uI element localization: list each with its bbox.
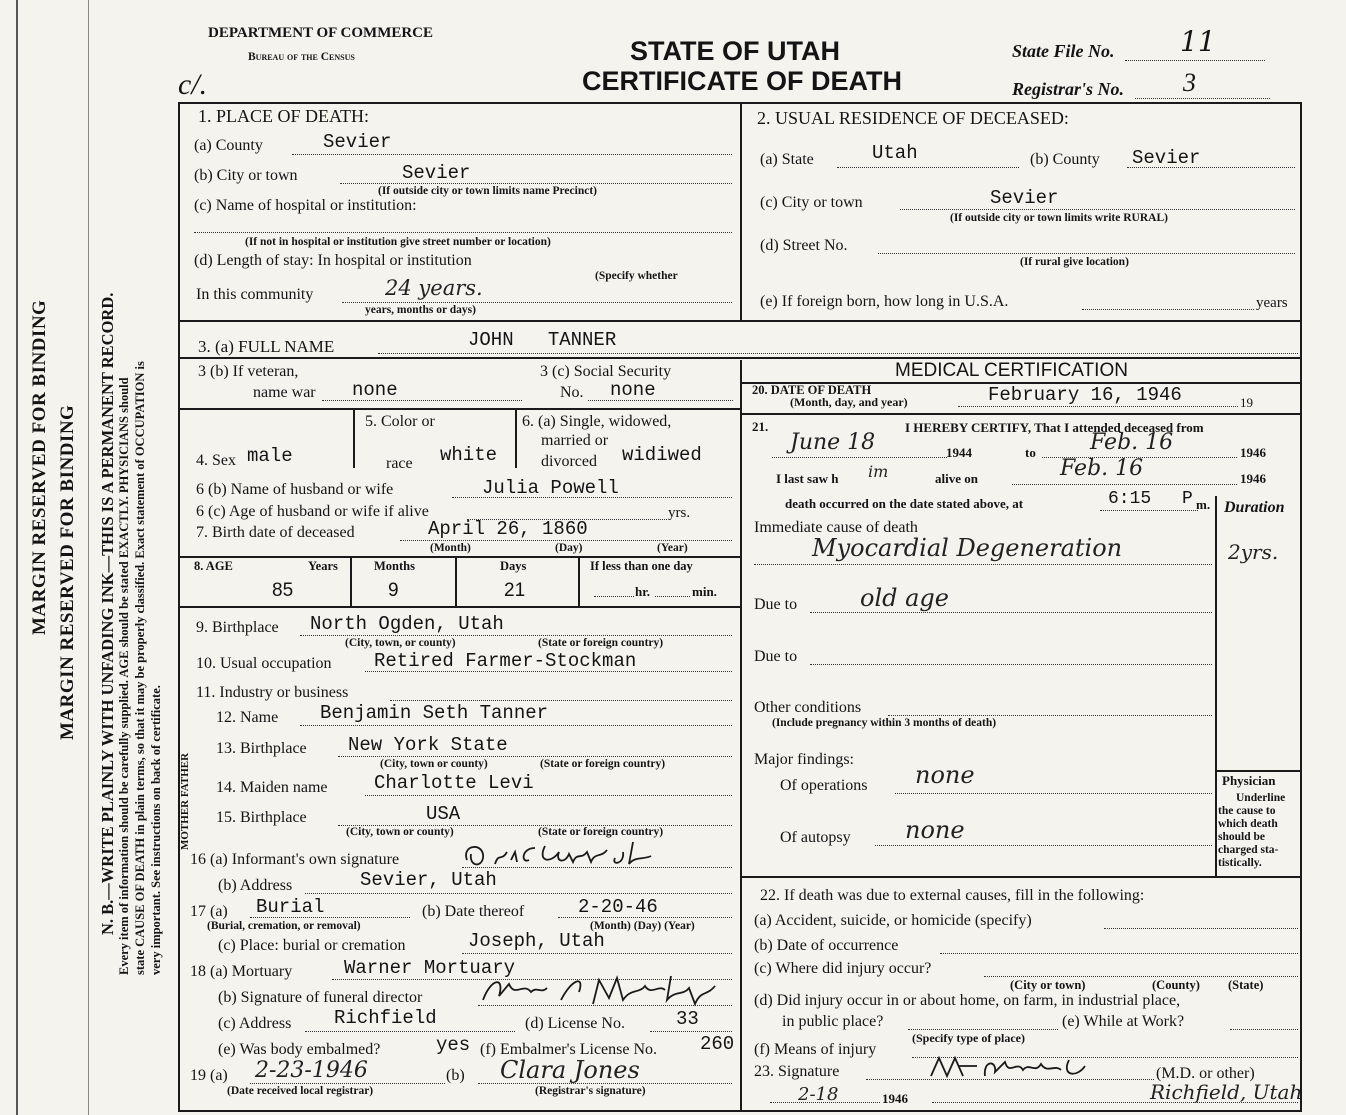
- dod-value[interactable]: February 16, 1946: [988, 384, 1182, 406]
- registrars-value: 3: [1183, 68, 1196, 97]
- bureau-label: Bureau of the Census: [248, 51, 355, 63]
- injury-city-note: (City or town): [1010, 978, 1086, 992]
- state-title: STATE OF UTAH: [630, 36, 840, 66]
- received-date-value[interactable]: 2-23-1946: [255, 1058, 368, 1083]
- license-label: (d) License No.: [525, 1015, 625, 1032]
- dod-label-1: 20. DATE OF DEATH: [752, 383, 872, 397]
- alive-year: 1946: [1240, 471, 1266, 486]
- work-label: (e) While at Work?: [1062, 1013, 1185, 1030]
- foreign-unit: years: [1256, 295, 1288, 311]
- license-value[interactable]: 33: [676, 1008, 699, 1030]
- parents-side-label: MOTHER FATHER: [179, 752, 191, 850]
- home-label-1: (d) Did injury occur in or about home, on farm, in industrial place,: [754, 992, 1181, 1009]
- home-label-2: in public place?: [782, 1013, 884, 1030]
- hospital-note: (If not in hospital or institution give street number or location): [245, 236, 551, 248]
- injury-where-label: (c) Where did injury occur?: [754, 960, 932, 977]
- mother-bp-note-2: (State or foreign country): [538, 826, 664, 838]
- dod-year-suffix: 19: [1240, 395, 1253, 410]
- alive-value[interactable]: Feb. 16: [1060, 456, 1144, 481]
- informant-signature-label: 16 (a) Informant's own signature: [190, 851, 400, 868]
- father-birthplace-label: 13. Birthplace: [216, 740, 307, 757]
- immediate-label: Immediate cause of death: [754, 519, 918, 536]
- min-label: min.: [692, 584, 717, 599]
- other-conditions-note: (Include pregnancy within 3 months of death): [772, 717, 997, 729]
- medical-title: MEDICAL CERTIFICATION: [895, 360, 1128, 381]
- less-than-day-label: If less than one day: [590, 559, 693, 573]
- mother-maiden-value[interactable]: Charlotte Levi: [374, 772, 534, 794]
- ss-value[interactable]: none: [610, 379, 656, 401]
- industry-label: 11. Industry or business: [196, 684, 349, 701]
- birth-note-month: (Month): [430, 542, 471, 554]
- color-label: 5. Color or: [365, 413, 435, 430]
- birth-value[interactable]: April 26, 1860: [428, 518, 588, 540]
- marital-label-3: divorced: [541, 453, 597, 470]
- death-city-value[interactable]: Sevier: [402, 162, 471, 184]
- time-p[interactable]: P: [1182, 489, 1193, 509]
- stay-label: (d) Length of stay: In hospital or institution: [194, 252, 472, 269]
- corner-mark: c/.: [178, 68, 208, 101]
- received-num: 19 (a): [190, 1067, 228, 1084]
- res-street-note: (If rural give location): [1020, 256, 1129, 268]
- immediate-duration[interactable]: 2yrs.: [1228, 540, 1279, 564]
- physician-title: Physician: [1222, 773, 1276, 788]
- full-name-value[interactable]: JOHN TANNER: [468, 329, 617, 351]
- nb-instruction-3: state CAUSE OF DEATH in plain terms, so that it may be properly classified. Exact statement of OCCUPATION is: [133, 361, 147, 975]
- burial-place-value[interactable]: Joseph, Utah: [468, 930, 605, 952]
- race-value[interactable]: white: [440, 444, 498, 466]
- mortuary-label: 18 (a) Mortuary: [190, 963, 293, 980]
- years-label: Years: [308, 559, 338, 573]
- funeral-director-signature[interactable]: [475, 970, 735, 1010]
- other-conditions-label: Other conditions: [754, 699, 862, 716]
- physician-note-4: should be: [1218, 831, 1265, 843]
- state-file-label: State File No.: [1012, 41, 1115, 61]
- birth-label: 7. Birth date of deceased: [196, 524, 355, 541]
- sex-label: 4. Sex: [196, 452, 236, 469]
- registrar-signature[interactable]: Clara Jones: [500, 1056, 640, 1084]
- burial-note: (Burial, cremation, or removal): [207, 920, 361, 932]
- margin-reserved-1: MARGIN RESERVED FOR BINDING: [29, 299, 50, 635]
- state-file-value: 11: [1180, 25, 1216, 58]
- due-to-1-label: Due to: [754, 596, 798, 613]
- mother-bp-note-1: (City, town or county): [346, 826, 454, 838]
- foreign-label: (e) If foreign born, how long in U.S.A.: [760, 293, 1009, 310]
- due-to-1-value[interactable]: old age: [860, 584, 949, 612]
- months-label: Months: [374, 559, 415, 573]
- death-county-label: (a) County: [194, 137, 263, 154]
- birth-note-day: (Day): [555, 542, 583, 554]
- res-street-label: (d) Street No.: [760, 237, 848, 254]
- occupation-label: 10. Usual occupation: [196, 655, 332, 672]
- birthplace-label: 9. Birthplace: [196, 619, 279, 636]
- informant-address-label: (b) Address: [218, 877, 293, 894]
- father-bp-note-2: (State or foreign country): [540, 758, 666, 770]
- age-days-value[interactable]: 21: [504, 580, 526, 601]
- fd-address-label: (c) Address: [218, 1015, 292, 1032]
- duration-label: Duration: [1224, 499, 1285, 516]
- fd-address-value[interactable]: Richfield: [334, 1007, 437, 1029]
- burial-date-label: (b) Date thereof: [422, 903, 525, 920]
- birthplace-note-2: (State or foreign country): [538, 637, 664, 649]
- res-city-note: (If outside city or town limits write RURAL): [950, 212, 1168, 224]
- occupation-value[interactable]: Retired Farmer-Stockman: [374, 650, 637, 672]
- registrars-label: Registrar's No.: [1012, 79, 1125, 99]
- to-label: to: [1025, 445, 1036, 460]
- immediate-value[interactable]: Myocardial Degeneration: [812, 534, 1123, 562]
- md-label: (M.D. or other): [1156, 1065, 1255, 1082]
- certify-text: I HEREBY CERTIFY, That I attended deceased from: [905, 420, 1204, 435]
- physician-sig-year: 1946: [882, 1091, 908, 1106]
- funeral-director-label: (b) Signature of funeral director: [218, 989, 423, 1006]
- physician-note-5: charged sta-: [1218, 844, 1279, 856]
- age-label: 8. AGE: [194, 559, 233, 573]
- father-bp-note-1: (City, town or county): [380, 758, 488, 770]
- last-saw-hand[interactable]: im: [868, 462, 889, 481]
- nb-instruction-1: N. B.—WRITE PLAINLY WITH UNFADING INK—THIS IS A PERMANENT RECORD.: [98, 292, 117, 935]
- informant-address-value[interactable]: Sevier, Utah: [360, 869, 497, 891]
- embalmer-license-label: (f) Embalmer's License No.: [480, 1041, 658, 1058]
- community-value[interactable]: 24 years.: [385, 276, 483, 300]
- death-city-note: (If outside city or town limits name Precinct): [378, 185, 597, 197]
- race-label: race: [386, 455, 413, 472]
- injury-state-note: (State): [1228, 978, 1264, 992]
- veteran-label-2: name war: [253, 384, 316, 401]
- hospital-label: (c) Name of hospital or institution:: [194, 197, 417, 214]
- days-label: Days: [500, 559, 527, 573]
- from-year: 1944: [946, 445, 972, 460]
- mother-birthplace-label: 15. Birthplace: [216, 809, 307, 826]
- hr-label: hr.: [635, 584, 651, 599]
- external-title: 22. If death was due to external causes, fill in the following:: [760, 887, 1145, 904]
- embalmed-label: (e) Was body embalmed?: [218, 1041, 381, 1058]
- veteran-label-1: 3 (b) If veteran,: [198, 363, 299, 380]
- physician-note-6: tistically.: [1218, 857, 1262, 869]
- res-city-value[interactable]: Sevier: [990, 187, 1059, 209]
- dod-label-2: (Month, day, and year): [790, 395, 908, 409]
- embalmed-value[interactable]: yes: [436, 1034, 471, 1056]
- spouse-label: 6 (b) Name of husband or wife: [196, 481, 394, 498]
- physician-sig-place[interactable]: Richfield, Utah: [1150, 1080, 1303, 1104]
- physician-note-2: the cause to: [1218, 805, 1276, 817]
- age-years-value[interactable]: 85: [272, 580, 294, 601]
- injury-specify-note: (Specify type of place): [912, 1031, 1025, 1045]
- community-label: In this community: [196, 286, 314, 303]
- spouse-age-unit: yrs.: [668, 505, 691, 521]
- father-birthplace-value[interactable]: New York State: [348, 734, 508, 756]
- marital-label-2: married or: [541, 432, 609, 449]
- mortuary-value[interactable]: Warner Mortuary: [344, 957, 516, 979]
- nb-instruction-4: very important. See instructions on back of certificate.: [149, 685, 163, 975]
- ss-label-1: 3 (c) Social Security: [540, 363, 672, 380]
- operations-label: Of operations: [780, 777, 868, 794]
- physician-sig-date[interactable]: 2-18: [798, 1084, 839, 1105]
- sex-value[interactable]: male: [247, 445, 293, 467]
- autopsy-label: Of autopsy: [780, 829, 851, 846]
- death-city-label: (b) City or town: [194, 167, 298, 184]
- res-city-label: (c) City or town: [760, 194, 863, 211]
- birth-note-year: (Year): [657, 542, 688, 554]
- res-state-label: (a) State: [760, 151, 814, 168]
- registrar-note: (Registrar's signature): [535, 1085, 646, 1097]
- death-county-value[interactable]: Sevier: [323, 131, 392, 153]
- attended-to-value[interactable]: Feb. 16: [1090, 430, 1174, 455]
- time-m: m.: [1196, 497, 1211, 512]
- attended-from-value[interactable]: June 18: [790, 430, 876, 455]
- accident-label: (a) Accident, suicide, or homicide (specify): [754, 912, 1032, 929]
- birthplace-note-1: (City, town, or county): [345, 637, 456, 649]
- major-findings-label: Major findings:: [754, 751, 854, 768]
- veteran-value[interactable]: none: [352, 379, 398, 401]
- received-note: (Date received local registrar): [227, 1085, 374, 1097]
- burial-place-label: (c) Place: burial or cremation: [218, 937, 406, 954]
- father-name-label: 12. Name: [216, 709, 279, 726]
- alive-label: alive on: [935, 471, 978, 486]
- means-label: (f) Means of injury: [754, 1041, 877, 1058]
- burial-value[interactable]: Burial: [256, 896, 325, 918]
- operations-value[interactable]: none: [915, 761, 975, 789]
- margin-reserved-2: MARGIN RESERVED FOR BINDING: [57, 404, 78, 740]
- to-year: 1946: [1240, 445, 1266, 460]
- birthplace-value[interactable]: North Ogden, Utah: [310, 613, 504, 635]
- signature-label: 23. Signature: [754, 1063, 840, 1080]
- place-of-death-title: 1. PLACE OF DEATH:: [198, 106, 370, 126]
- occurred-label: death occurred on the date stated above, at: [785, 496, 1024, 511]
- num-21: 21.: [752, 419, 769, 434]
- burial-date-note: (Month) (Day) (Year): [590, 920, 695, 932]
- due-to-2-label: Due to: [754, 648, 798, 665]
- physician-note-1: Underline: [1236, 792, 1286, 804]
- department-label: DEPARTMENT OF COMMERCE: [208, 25, 434, 41]
- res-state-value[interactable]: Utah: [872, 142, 918, 164]
- age-months-value[interactable]: 9: [388, 580, 399, 601]
- spouse-age-label: 6 (c) Age of husband or wife if alive: [196, 503, 429, 520]
- full-name-label: 3. (a) FULL NAME: [198, 337, 335, 356]
- spouse-value[interactable]: Julia Powell: [482, 477, 619, 499]
- community-note: years, months or days): [365, 304, 476, 316]
- specify-note: (Specify whether: [595, 270, 678, 282]
- marital-label-1: 6. (a) Single, widowed,: [522, 413, 672, 430]
- res-county-label: (b) County: [1030, 151, 1100, 168]
- embalmer-license-value[interactable]: 260: [700, 1033, 735, 1055]
- ss-label-2: No.: [560, 384, 584, 401]
- registrar-b-label: (b): [446, 1067, 465, 1084]
- mother-maiden-label: 14. Maiden name: [216, 779, 328, 796]
- res-county-value[interactable]: Sevier: [1132, 147, 1201, 169]
- physician-signature[interactable]: [925, 1050, 1095, 1084]
- burial-num: 17 (a): [190, 903, 228, 920]
- last-saw-label: I last saw h: [776, 471, 839, 486]
- mother-birthplace-value[interactable]: USA: [426, 803, 461, 825]
- nb-instruction-2: Every item of information should be carefully supplied. AGE should be stated EXACTLY. PHYSICIANS should: [117, 377, 131, 975]
- burial-date-value[interactable]: 2-20-46: [578, 896, 658, 918]
- autopsy-value[interactable]: none: [905, 816, 965, 844]
- occurrence-label: (b) Date of occurrence: [754, 937, 899, 954]
- marital-value[interactable]: widiwed: [622, 444, 702, 466]
- father-name-value[interactable]: Benjamin Seth Tanner: [320, 702, 549, 724]
- residence-title: 2. USUAL RESIDENCE OF DECEASED:: [757, 108, 1069, 128]
- injury-county-note: (County): [1152, 978, 1200, 992]
- certificate-title: CERTIFICATE OF DEATH: [582, 66, 902, 96]
- time-value[interactable]: 6:15: [1108, 489, 1152, 509]
- physician-note-3: which death: [1218, 818, 1278, 830]
